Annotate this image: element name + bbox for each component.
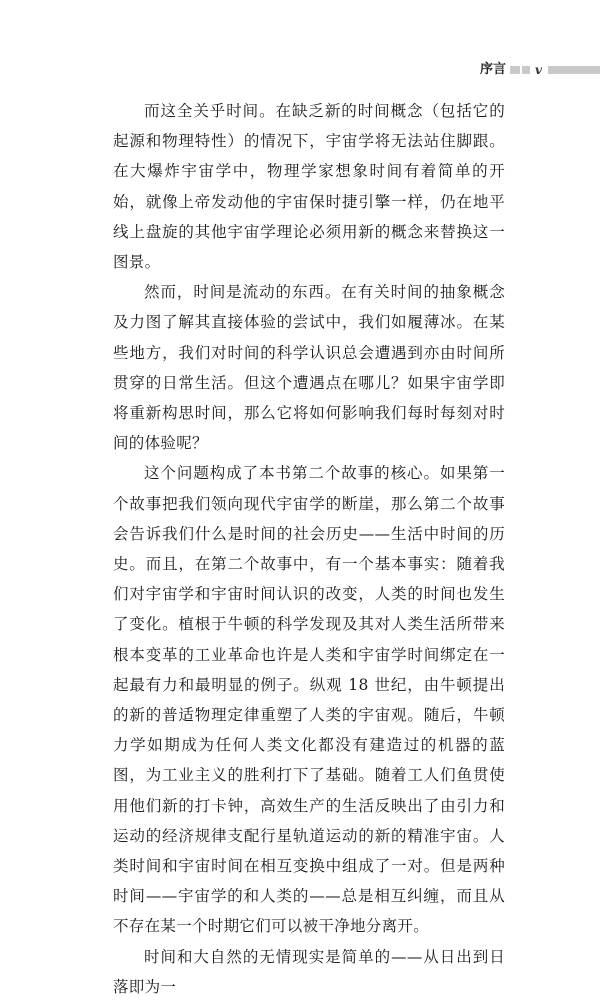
paragraph: 而这全关乎时间。在缺乏新的时间概念（包括它的起源和物理特性）的情况下，宇宙学将无法站住脚跟。在大爆炸宇宙学中，物理学家想象时间有着简单的开始，就像上帝发动他的宇宙保时捷引擎一样，仍在地平线上盘旋的其他宇宙学理论必须用新的概念来替换这一图景。 — [113, 102, 505, 272]
paragraph: 然而，时间是流动的东西。在有关时间的抽象概念及力图了解其直接体验的尝试中，我们如履薄冰。在某些地方，我们对时间的科学认识总会遭遇到亦由时间所贯穿的日常生活。但这个遭遇点在哪儿？如果宇宙学即将重新构思时间，那么它将如何影响我们每时每刻对时间的体验呢？ — [113, 283, 505, 453]
page-number: v — [535, 63, 542, 77]
paragraph: 时间和大自然的无情现实是简单的——从日出到日落即为一 — [113, 947, 505, 996]
header-decoration-bar — [548, 66, 600, 74]
chapter-title: 序言 — [480, 62, 507, 77]
paragraph: 这个问题构成了本书第二个故事的核心。如果第一个故事把我们领向现代宇宙学的断崖，那么第二个故事会告诉我们什么是时间的社会历史——生活中时间的历史。而且，在第二个故事中，有一个基本事实：随着我们对宇宙学和宇宙时间认识的改变，人类的时间也发生了变化。植根于牛顿的科学发现及其对人类生活所带来根本变革的工业革命也许是人类和宇宙学时间绑定在一起最有力和最明显的例子。纵观 18 世纪，由牛顿提出的新的普适物理定律重塑了人类的宇宙观。随后，牛顿力学如期成为任何人类文化都没有建造过的机器的蓝图，为工业主义的胜利打下了基础。随着工人们鱼贯使用他们新的打卡钟，高效生产的生活反映出了由引力和运动的经济规律支配行星轨道运动的新的精准宇宙。人类时间和宇宙时间在相互变换中组成了一对。但是两种时间——宇宙学的和人类的——总是相互纠缠，而且从不存在某一个时期它们可以被干净地分离开。 — [113, 464, 505, 936]
body-text — [113, 96, 505, 1002]
header-decoration-bar — [522, 66, 530, 74]
running-header — [0, 62, 600, 78]
header-decoration-bar — [510, 66, 520, 74]
